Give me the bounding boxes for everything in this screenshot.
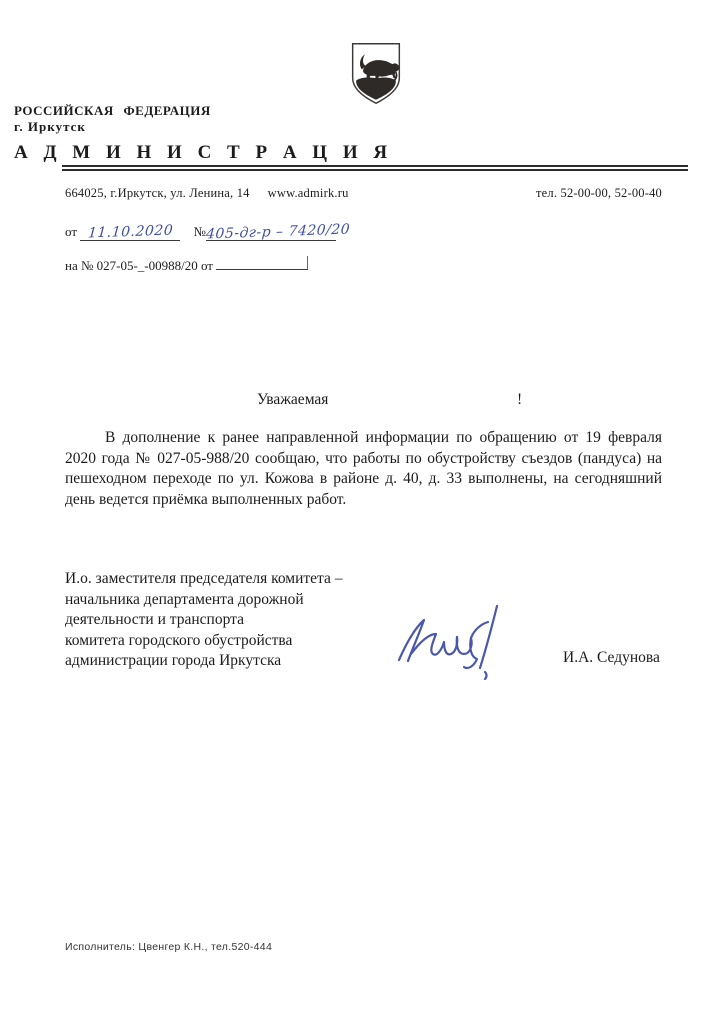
salutation-line (65, 391, 662, 411)
outgoing-reference-row (65, 221, 351, 243)
position-line: администрации города Иркутска (65, 652, 282, 669)
position-line: начальника департамента дорожной (65, 590, 304, 608)
signer-name: И.А. Седунова (563, 649, 660, 666)
phone-numbers: тел. 52-00-00, 52-00-40 (536, 186, 662, 200)
executor-line: Исполнитель: Цвенгер К.Н., тел.520-444 (65, 941, 273, 953)
organization-name: А Д М И Н И С Т Р А Ц И Я (14, 142, 393, 163)
salutation-word: Уважаемая (257, 391, 329, 408)
reply-date-field (216, 254, 308, 270)
date-field (80, 224, 180, 241)
incoming-reference-row (65, 254, 308, 274)
handwritten-date: 11.10.2020 (87, 222, 174, 242)
position-line: комитета городского обустройства (65, 631, 293, 649)
irkutsk-coat-of-arms-icon (344, 42, 408, 105)
number-label: № (193, 224, 206, 239)
country-name: РОССИЙСКАЯ ФЕДЕРАЦИЯ (14, 103, 211, 118)
address-text: 664025, г.Иркутск, ул. Ленина, 14 (65, 186, 250, 200)
contacts-row (65, 186, 662, 201)
reply-to-label: на № 027-05-_-00988/20 от (65, 258, 213, 273)
from-label: от (65, 224, 78, 239)
number-field (205, 221, 351, 243)
signer-position-block (65, 569, 445, 672)
handwritten-signature (393, 596, 503, 680)
header-divider (62, 165, 688, 171)
letter-body: В дополнение к ранее направленной информации по обращению от 19 февраля 2020 года № 027-05-988/20 сообщаю, что работы по обустройству съездов (пандуса) на пешеходном переходе по ул. Кожова в районе д. 40, д. 33 выполнены, на сегодняшний день ведется приёмка выполненных работ. (65, 429, 662, 508)
salutation-punctuation: ! (517, 391, 523, 408)
handwritten-number: 405-дг-р – 7420/20 (205, 221, 351, 243)
position-line: деятельности и транспорта (65, 611, 244, 628)
website-text: www.admirk.ru (267, 186, 349, 200)
position-line: И.о. заместителя председателя комитета – (65, 570, 343, 587)
postal-address (65, 186, 349, 201)
city-name: г. Иркутск (14, 119, 86, 134)
